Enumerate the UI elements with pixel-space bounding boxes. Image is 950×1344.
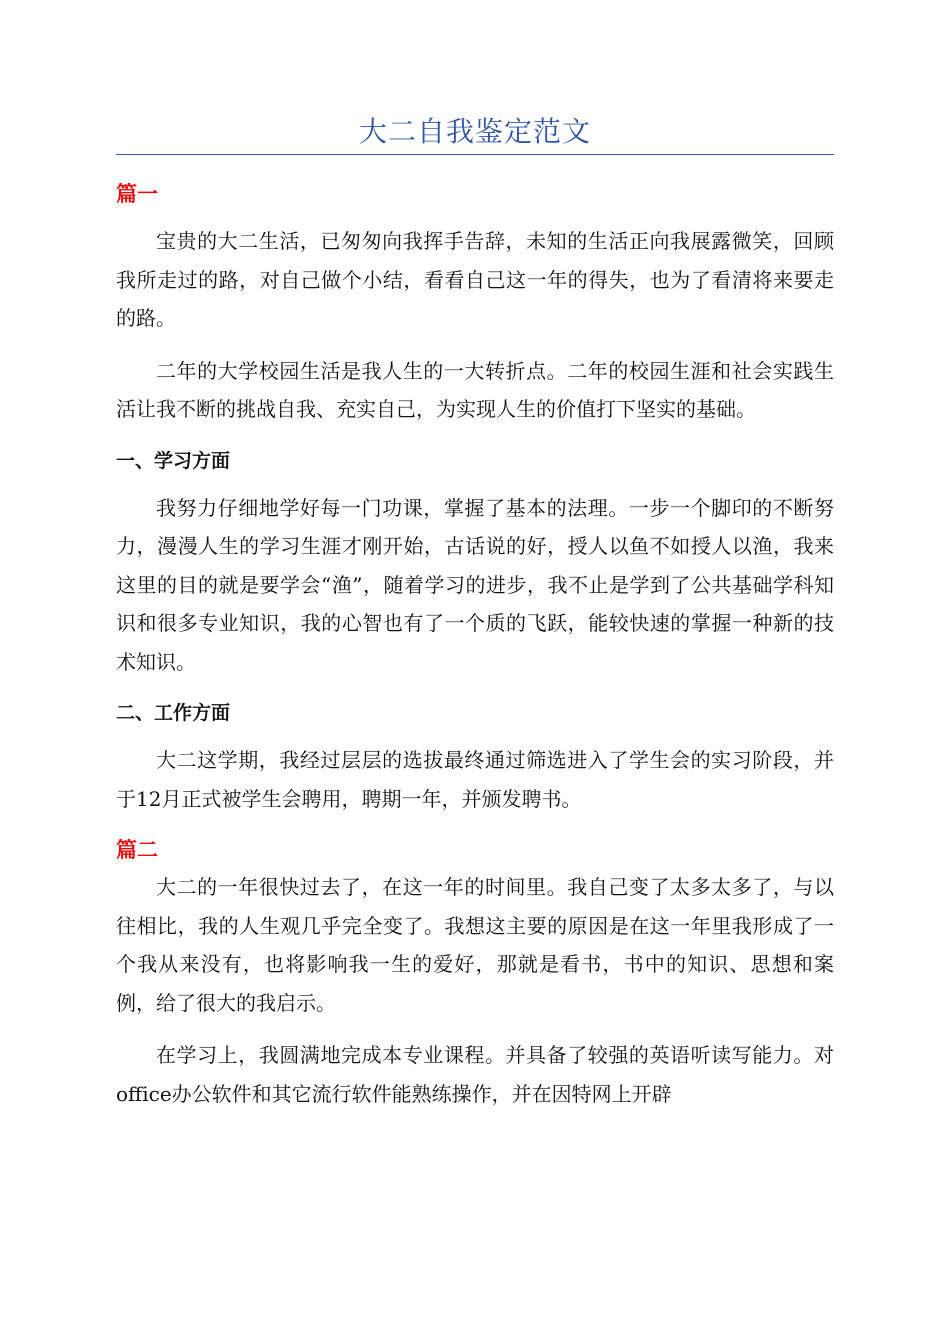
title-underline <box>116 154 834 155</box>
section-heading-1: 篇一 <box>116 182 158 206</box>
paragraph: 我努力仔细地学好每一门功课，掌握了基本的法理。一步一个脚印的不断努力，漫漫人生的学习生涯才刚开始，古话说的好，授人以鱼不如授人以渔，我来这里的目的就是要学会“渔”，随着学习的进步，我不止是学到了公共基础学科知识和很多专业知识，我的心智也有了一个质的飞跃，能较快速的掌握一种新的技术知识。 <box>116 495 834 674</box>
section-heading-2: 篇二 <box>116 838 158 862</box>
paragraph: 大二的一年很快过去了，在这一年的时间里。我自己变了太多太多了，与以往相比，我的人生观几乎完全变了。我想这主要的原因是在这一年里我形成了一个我从来没有，也将影响我一生的爱好，那就是看书，书中的知识、思想和案例，给了很大的我启示。 <box>116 875 834 1015</box>
paragraph: 大二这学期，我经过层层的选拔最终通过筛选进入了学生会的实习阶段，并于12月正式被学生会聘用，聘期一年，并颁发聘书。 <box>116 748 834 811</box>
paragraph: 二年的大学校园生活是我人生的一大转折点。二年的校园生涯和社会实践生活让我不断的挑战自我、充实自己，为实现人生的价值打下坚实的基础。 <box>116 358 834 421</box>
paragraph: 在学习上，我圆满地完成本专业课程。并具备了较强的英语听读写能力。对office办公软件和其它流行软件能熟练操作，并在因特网上开辟 <box>116 1043 834 1106</box>
subheading-work: 二、工作方面 <box>116 702 231 724</box>
document-body <box>116 176 834 1113</box>
document-title: 大二自我鉴定范文 <box>358 115 591 148</box>
subheading-study: 一、学习方面 <box>116 449 231 472</box>
paragraph: 宝贵的大二生活，已匆匆向我挥手告辞，未知的生活正向我展露微笑，回顾我所走过的路，对自己做个小结，看看自己这一年的得失，也为了看清将来要走的路。 <box>116 229 834 330</box>
